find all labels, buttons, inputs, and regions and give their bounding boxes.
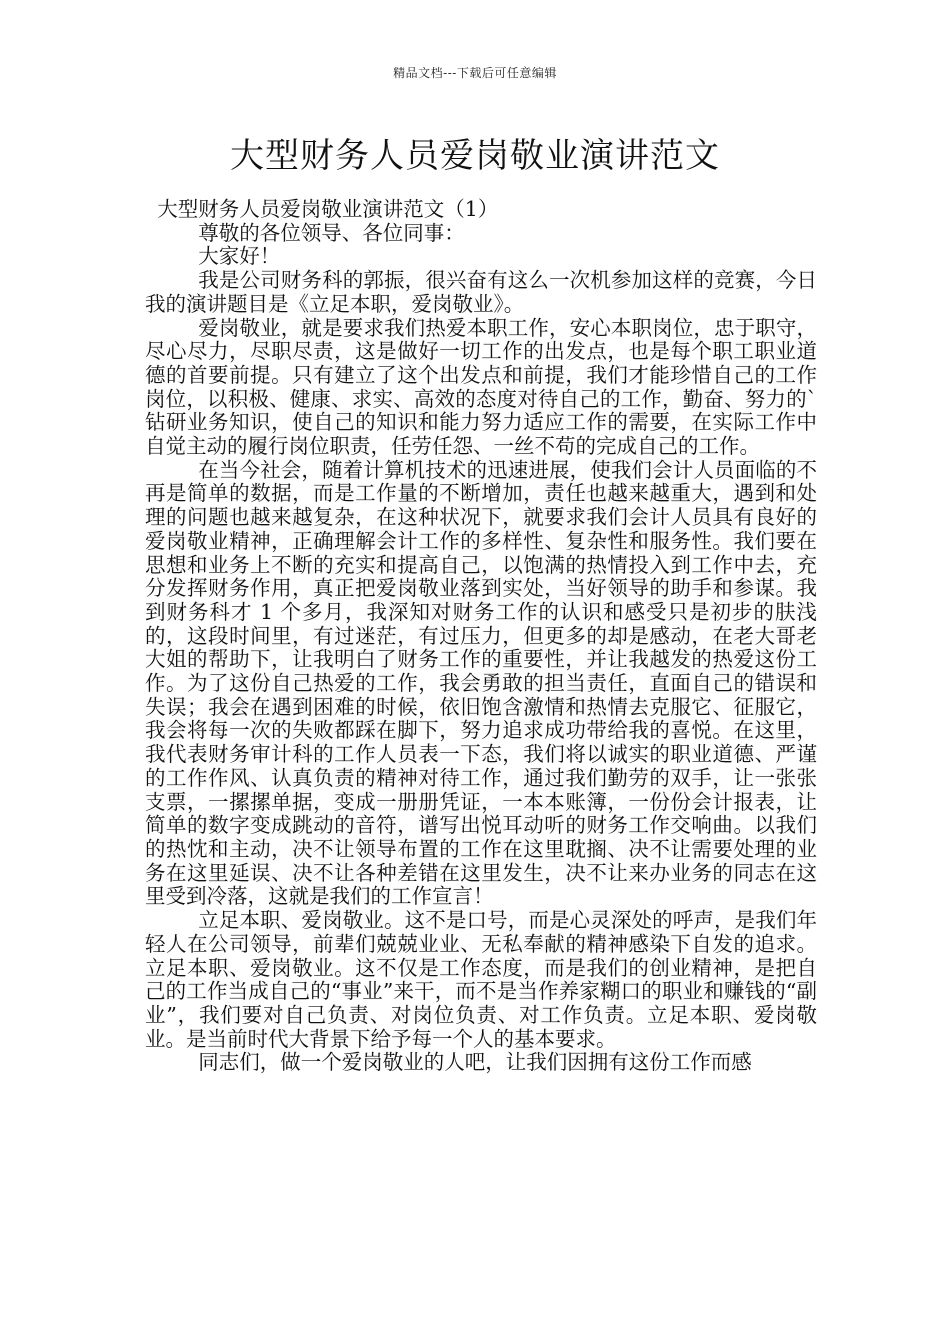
salutation: 尊敬的各位领导、各位同事： xyxy=(198,220,465,245)
paragraph-intro: 我是公司财务科的郭振，很兴奋有这么一次机参加这样的竞赛，今日我的演讲题目是《立足本职，爱岗敬业》。 xyxy=(145,268,817,316)
header-note: 精品文档---下载后可任意编辑 xyxy=(393,66,557,80)
document-body xyxy=(145,198,817,1075)
section-title: 大型财务人员爱岗敬业演讲范文（1） xyxy=(157,197,499,221)
greeting: 大家好！ xyxy=(198,244,281,269)
paragraph-closing: 同志们，做一个爱岗敬业的人吧，让我们因拥有这份工作而感 xyxy=(198,1050,752,1075)
paragraph-definition: 爱岗敬业，就是要求我们热爱本职工作，安心本职岗位，忠于职守，尽心尽力，尽职尽责，这是做好一切工作的出发点，也是每个职工职业道德的首要前提。只有建立了这个出发点和前提，我们才能珍惜自己的工作岗位，以积极、健康、求实、高效的态度对待自己的工作，勤奋、努力的`钻研业务知识，使自己的知识和能力努力适应工作的需要，在实际工作中自觉主动的履行岗位职责，任劳任怨、一丝不苟的完成自己的工作。 xyxy=(145,315,817,459)
document-title: 大型财务人员爱岗敬业演讲范文 xyxy=(230,136,720,176)
paragraph-pledge: 立足本职、爱岗敬业。这不是口号，而是心灵深处的呼声，是我们年轻人在公司领导，前辈们兢兢业业、无私奉献的精神感染下自发的追求。立足本职、爱岗敬业。这不仅是工作态度，而是我们的创业精神，是把自己的工作当成自己的“事业”来干，而不是当作养家糊口的职业和赚钱的“副业”，我们要对自己负责、对岗位负责、对工作负责。立足本职、爱岗敬业。是当前时代大背景下给予每一个人的基本要求。 xyxy=(145,908,817,1051)
paragraph-society: 在当今社会，随着计算机技术的迅速进展，使我们会计人员面临的不再是简单的数据，而是工作量的不断增加，责任也越来越重大，遇到和处理的问题也越来越复杂，在这种状况下，就要求我们会计人员具有良好的爱岗敬业精神，正确理解会计工作的多样性、复杂性和服务性。我们要在思想和业务上不断的充实和提高自己，以饱满的热情投入到工作中去，充分发挥财务作用，真正把爱岗敬业落到实处，当好领导的助手和参谋。我到财务科才 1 个多月，我深知对财务工作的认识和感受只是初步的肤浅的，这段时间里，有过迷茫，有过压力，但更多的却是感动，在老大哥老大姐的帮助下，让我明白了财务工作的重要性，并让我越发的热爱这份工作。为了这份自己热爱的工作，我会勇敢的担当责任，直面自己的错误和失误；我会在遇到困难的时候，依旧饱含激情和热情去克服它、征服它，我会将每一次的失败都踩在脚下，努力追求成功带给我的喜悦。在这里，我代表财务审计科的工作人员表一下态，我们将以诚实的职业道德、严谨的工作作风、认真负责的精神对待工作，通过我们勤劳的双手，让一张张支票，一摞摞单据，变成一册册凭证，一本本账簿，一份份会计报表，让简单的数字变成跳动的音符，谱写出悦耳动听的财务工作交响曲。以我们的热忱和主动，决不让领导布置的工作在这里耽搁、决不让需要处理的业务在这里延误、决不让各种差错在这里发生，决不让来办业务的同志在这里受到冷落，这就是我们的工作宣言！ xyxy=(145,457,817,909)
